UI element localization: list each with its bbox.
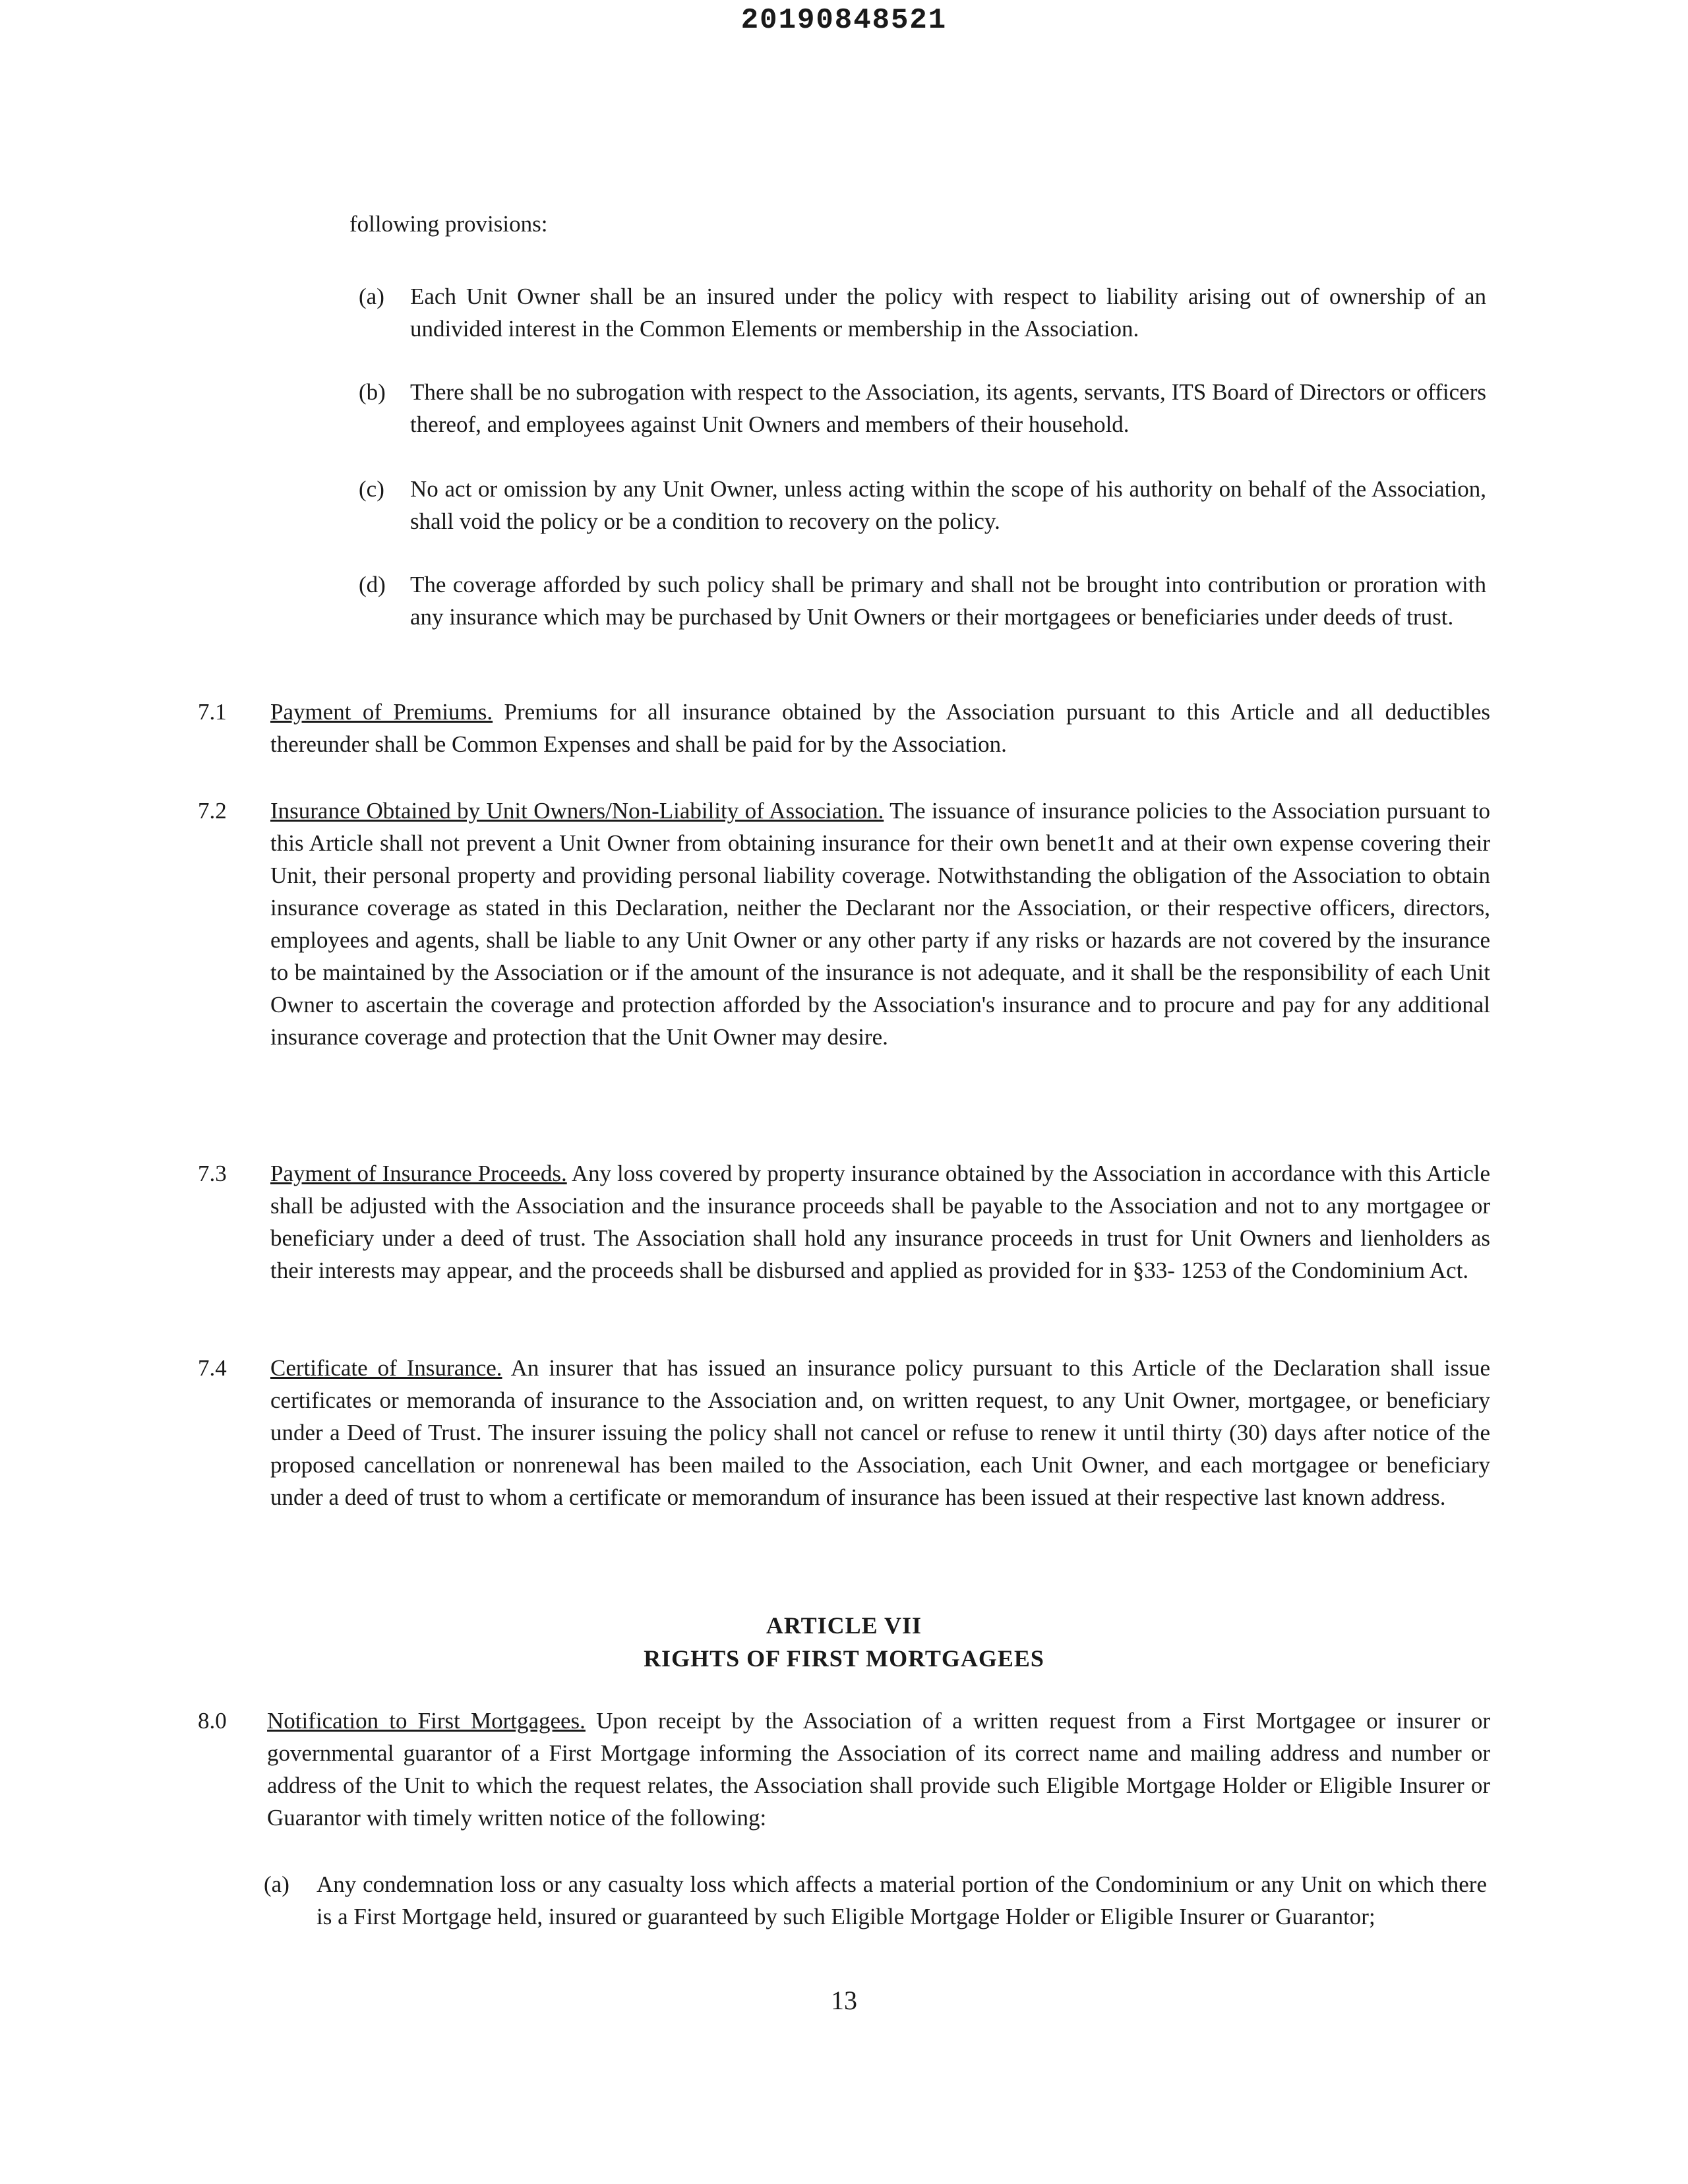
provision-text: There shall be no subrogation with respect to the Association, its agents, servants, ITS Board of Directors or officers thereof, and employees against Unit Owners and members of their household. — [410, 379, 1486, 437]
section-heading: Certificate of Insurance. — [270, 1355, 502, 1381]
section-text: Premiums for all insurance obtained by the Association pursuant to this Article and all deductibles thereunder shall be Common Expenses and shall be paid for by the Association. — [270, 699, 1491, 757]
section-heading: Insurance Obtained by Unit Owners/Non-Liability of Association. — [270, 798, 884, 824]
provision-b — [359, 376, 1486, 440]
section-heading: Payment of Premiums. — [270, 699, 493, 725]
provision-label: (c) — [359, 476, 384, 502]
section-number: 7.3 — [198, 1161, 227, 1186]
section-heading: Payment of Insurance Proceeds. — [270, 1161, 567, 1186]
item-text: Any condemnation loss or any casualty loss which affects a material portion of the Condominium or any Unit on which there is a First Mortgage held, insured or guaranteed by such Eligible Mortgage Holder or Eligible Insurer or Guarantor; — [316, 1871, 1487, 1929]
article-title: RIGHTS OF FIRST MORTGAGEES — [644, 1645, 1044, 1672]
provision-text: No act or omission by any Unit Owner, unless acting within the scope of his authority on behalf of the Association, shall void the policy or be a condition to recovery on the policy. — [410, 476, 1486, 534]
item-label: (a) — [264, 1871, 289, 1897]
section-7-3 — [198, 1157, 1490, 1287]
provision-a — [359, 280, 1486, 345]
provision-label: (b) — [359, 379, 386, 405]
section-number: 8.0 — [198, 1708, 227, 1734]
document-number: 20190848521 — [740, 4, 948, 37]
lead-in-text: following provisions: — [349, 211, 548, 237]
section-heading: Notification to First Mortgagees. — [267, 1708, 586, 1734]
section-number: 7.4 — [198, 1355, 227, 1381]
provision-text: Each Unit Owner shall be an insured under the policy with respect to liability arising out of ownership of an undivided interest in the Common Elements or membership in the Association. — [410, 284, 1486, 342]
section-7-4 — [198, 1352, 1490, 1513]
provision-d — [359, 568, 1486, 633]
provision-text: The coverage afforded by such policy shall be primary and shall not be brought into contribution or proration with any insurance which may be purchased by Unit Owners or their mortgagees or beneficiaries under deeds of trust. — [410, 572, 1486, 630]
provision-label: (d) — [359, 572, 386, 597]
page-number: 13 — [831, 1986, 857, 2015]
article-label: ARTICLE VII — [766, 1612, 922, 1639]
section-8-item-a — [264, 1868, 1487, 1933]
section-7-1 — [198, 696, 1490, 760]
section-number: 7.2 — [198, 798, 227, 824]
section-text: Upon receipt by the Association of a written request from a First Mortgagee or insurer or governmental guarantor of a First Mortgage informing the Association of its correct name and mailing address and number or address of the Unit to which the request relates, the Association shall provide such Eligible Mortgage Holder or Eligible Insurer or Guarantor with timely written notice of the following: — [267, 1708, 1490, 1831]
section-text: The issuance of insurance policies to the Association pursuant to this Article shall not prevent a Unit Owner from obtaining insurance for their own benet1t and at their own expense covering their Unit, their personal property and providing personal liability coverage. Notwithstanding the obligation of the Association to obtain insurance coverage as stated in this Declaration, neither the Declarant nor the Association, or their respective officers, directors, employees and agents, shall be liable to any Unit Owner or any other party if any risks or hazards are not covered by the insurance to be maintained by the Association or if the amount of the insurance is not adequate, and it shall be the responsibility of each Unit Owner to ascertain the coverage and protection afforded by the Association's insurance and to procure and pay for any additional insurance coverage and protection that the Unit Owner may desire. — [270, 798, 1491, 1050]
provision-c — [359, 473, 1486, 537]
section-text: An insurer that has issued an insurance policy pursuant to this Article of the Declaration shall issue certificates or memoranda of insurance to the Association and, on written request, to any Unit Owner, mortgagee, or beneficiary under a Deed of Trust. The insurer issuing the policy shall not cancel or refuse to renew it until thirty (30) days after notice of the proposed cancellation or nonrenewal has been mailed to the Association, each Unit Owner, and each mortgagee or beneficiary under a deed of trust to whom a certificate or memorandum of insurance has been issued at their respective last known address. — [270, 1355, 1491, 1510]
section-8-0 — [198, 1705, 1490, 1834]
section-number: 7.1 — [198, 699, 227, 725]
provision-label: (a) — [359, 284, 384, 309]
section-7-2 — [198, 795, 1490, 1053]
section-text: Any loss covered by property insurance obtained by the Association in accordance with this Article shall be adjusted with the Association and the insurance proceeds shall be payable to the Association and not to any mortgagee or beneficiary under a deed of trust. The Association shall hold any insurance proceeds in trust for Unit Owners and lienholders as their interests may appear, and the proceeds shall be disbursed and applied as provided for in §33- 1253 of the Condominium Act. — [270, 1161, 1490, 1283]
article-heading — [0, 1609, 1688, 1675]
